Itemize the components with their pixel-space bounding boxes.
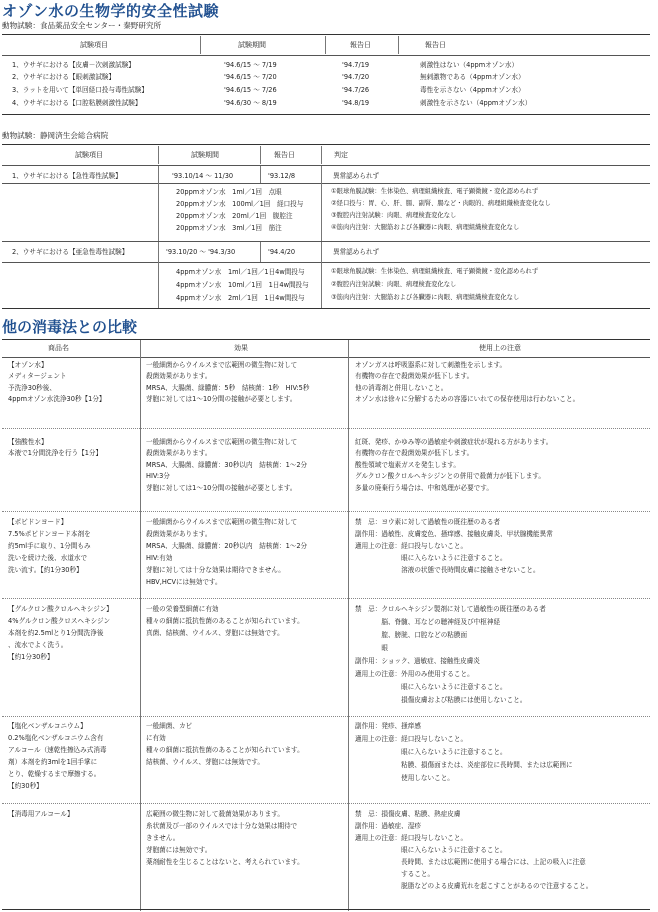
table-cell-text: 紅斑、発疹、かゆみ等の過敏症や刺激症状が現れる方があります。 xyxy=(355,438,553,446)
table-cell-text: アルコール（速乾性擦込み式消毒 xyxy=(8,746,107,754)
table-cell-text: 刺激性はない（4ppmオゾン水） xyxy=(420,61,519,69)
table-cell-text: 【強酸性水】 xyxy=(8,438,48,446)
table-cell-text: 2、ウサギにおける【眼刺激試験】 xyxy=(12,73,116,81)
table-cell-text: '94.6/15 ～ 7/19 xyxy=(224,61,277,69)
table-cell-text: 本液で1分間洗浄を行う【1分】 xyxy=(8,449,103,457)
finding-item: ②経口投与：胃、心、肝、腸、副腎、腸など・肉眼的、病理組織検査変化なし xyxy=(331,200,551,207)
section2-label: 動物試験：静岡済生会総合病院 xyxy=(2,131,109,140)
table-cell-text: 膣、膀胱、口腔などの粘膜面 xyxy=(355,631,468,639)
table-cell-text: 一般細菌からウイルスまで広範囲の微生物に対して xyxy=(146,518,298,526)
table-cell-text: 適用上の注意：経口投与しないこと。 xyxy=(355,735,468,743)
table-cell-text: 1、ウサギにおける【皮膚－次刺激試験】 xyxy=(12,61,135,69)
table-cell-text: 禁 忌：ヨウ素に対して過敏性の既往歴のある者 xyxy=(355,518,501,526)
table-cell-text: すること。 xyxy=(355,870,435,878)
table-cell-text: 広範囲の微生物に対して殺菌効果があります。 xyxy=(146,810,284,818)
table-cell-text: HIV:3分 xyxy=(146,472,170,480)
finding-item: ③筋肉内注射：大腿筋および各臓器に肉眼、病理組織検査変化なし xyxy=(331,294,520,301)
table-cell-text: 適用上の注意：外用のみ使用すること。 xyxy=(355,670,474,678)
table-cell-text: 有機物の存在で殺菌効果が低下します。 xyxy=(355,449,474,457)
table-cell-text: MRSA、大腸菌、緑膿菌：30秒以内 結核菌：1～2分 xyxy=(146,461,308,469)
dose-item: 20ppmオゾン水 3ml／1回 筋注 xyxy=(176,224,282,232)
table-cell-text: 洗いを続けた後、水道水で xyxy=(8,554,88,562)
table-cell-text: 結核菌、ウイルス、芽胞には無効です。 xyxy=(146,758,264,766)
table-cell-text: 【オゾン水】 xyxy=(8,361,48,369)
table-cell-text: 種々の細菌に抵抗性菌のあることが知られています。 xyxy=(146,617,304,625)
table-cell-text: 他の消毒剤と併用しないこと。 xyxy=(355,384,448,392)
table-cell-text: 【グルクロン酸クロルヘキシジン】 xyxy=(8,605,113,613)
table-cell-text: 一般細菌からウイルスまで広範囲の微生物に対して xyxy=(146,438,298,446)
table-cell-text: 異常認められず xyxy=(333,248,380,256)
table1-header-item: 試験項目 xyxy=(80,41,108,49)
table-cell-text: 脱脂などのよる皮膚荒れを起こすことがあるので注意すること。 xyxy=(355,882,593,890)
table-cell-text: 4%グルクロン酸クロスヘキシジン xyxy=(8,617,111,625)
table-cell-text: 予洗浄30秒後、 xyxy=(8,384,56,392)
table-cell-text: 損傷皮膚および粘膜には使用しないこと。 xyxy=(355,696,527,704)
table-cell-text: 薬剤耐性を生じることはないと、考えられています。 xyxy=(146,858,304,866)
table-cell-text: 芽胞に対しては1～10分間の接触が必要とします。 xyxy=(146,395,297,403)
table-cell-text: 刺激性を示さない（4ppmオゾン水） xyxy=(420,99,532,107)
table3-header-effect: 効果 xyxy=(234,344,248,352)
table-cell-text: 適用上の注意：経口投与しないこと。 xyxy=(355,834,468,842)
table-cell-text: 殺菌効果があります。 xyxy=(146,530,212,538)
table-cell-text: 有機物の存在で殺菌効果が低下します。 xyxy=(355,372,474,380)
section1-label: 動物試験：食品薬品安全センター・秦野研究所 xyxy=(2,21,162,30)
table-cell-text: 使用しないこと。 xyxy=(355,774,454,782)
table-cell-text: 2、ウサギにおける【亜急性毒性試験】 xyxy=(12,248,129,256)
table-cell-text: '94.6/30 ～ 8/19 xyxy=(224,99,277,107)
dose-item: 4ppmオゾン水 10ml／1回 1日4w間投与 xyxy=(176,281,309,289)
table-cell-text: 芽胞に対しては1～10分間の接触が必要とします。 xyxy=(146,484,297,492)
table-cell-text: 殺菌効果があります。 xyxy=(146,372,212,380)
table-cell-text: 禁 忌：クロルヘキシジン製剤に対して過敏性の既往歴のある者 xyxy=(355,605,546,613)
table-cell-text: 眼に入らないように注意すること。 xyxy=(355,846,507,854)
table-cell-text: 副作用：ショック、過敏症、接触性皮膚炎 xyxy=(355,657,480,665)
table2-header-date: 報告日 xyxy=(274,151,295,159)
table2-header-period: 試験期間 xyxy=(191,151,219,159)
page-title: オゾン水の生物学的安全性試験 xyxy=(2,2,220,20)
table-cell-text: 副作用：過敏性、皮膚変色、掻痒感、接触皮膚炎、甲状腺機能異常 xyxy=(355,530,553,538)
table1-top-rule xyxy=(2,34,650,35)
table-cell-text: 4、ウサギにおける【口腔粘膜刺激性試験】 xyxy=(12,99,142,107)
table-cell-text: 副作用：発疹、掻痒感 xyxy=(355,722,421,730)
table1-bottom-rule xyxy=(2,114,650,115)
table2-bottom-rule xyxy=(2,308,650,309)
finding-item: ③腹腔内注射試験：肉眼、病理検査変化なし xyxy=(331,212,457,219)
table-cell-text: 多量の廃棄行う場合は、中和処理が必要です。 xyxy=(355,484,493,492)
table-cell-text: '94.7/20 xyxy=(342,73,370,81)
table-cell-text: 【ポビドンヨード】 xyxy=(8,518,68,526)
table-cell-text: 剤）本剤を約3mlを1回手掌に xyxy=(8,758,98,766)
table-cell-text: 眼に入らないように注意すること。 xyxy=(355,748,507,756)
table-cell-text: グルクロン酸クロルヘキシジンとの併用で殺菌力が低下します。 xyxy=(355,472,545,480)
table-cell-text: 一般の栄養型細菌に有効 xyxy=(146,605,219,613)
dose-item: 4ppmオゾン水 2ml／1回 1日4w間投与 xyxy=(176,294,305,302)
table-cell-text: 適用上の注意：経口投与しないこと。 xyxy=(355,542,468,550)
finding-item: ④筋肉内注射：大腿筋および各臓器に肉眼、病理組織検査変化なし xyxy=(331,224,520,231)
table-cell-text: 芽胞菌には無効です。 xyxy=(146,846,212,854)
table-cell-text: 4ppmオゾン水洗浄30秒【1分】 xyxy=(8,395,106,403)
table-cell-text: '94.7/26 xyxy=(342,86,370,94)
table-cell-text: オゾンガスは呼吸器系に対して刺激性を示します。 xyxy=(355,361,507,369)
table-cell-text: きません。 xyxy=(146,834,180,842)
table-cell-text: MRSA、大腸菌、緑膿菌：5秒 結核菌：1秒 HIV:5秒 xyxy=(146,384,310,392)
table-cell-text: 【約1分30秒】 xyxy=(8,653,54,661)
table-cell-text: '93.10/14 ～ 11/30 xyxy=(172,172,234,180)
dose-item: 20ppmオゾン水 20ml／1回 腹腔注 xyxy=(176,212,293,220)
finding-item: ②腹腔内注射試験：肉眼、病理検査変化なし xyxy=(331,281,457,288)
table-cell-text: 種々の細菌に抵抗性菌のあることが知られています。 xyxy=(146,746,304,754)
table2-top-rule xyxy=(2,144,650,145)
table-cell-text: 禁 忌：損傷皮膚、粘膜、熱症皮膚 xyxy=(355,810,461,818)
table-cell-text: 1、ウサギにおける【急性毒性試験】 xyxy=(12,172,122,180)
table-cell-text: 芽胞に対しては十分な効果は期待できません。 xyxy=(146,566,285,574)
table3-top-rule xyxy=(2,339,650,340)
table-cell-text: 本剤を約2.5mlとり1分間洗浄後 xyxy=(8,629,104,637)
finding-item: ①眼球角膜試験：生体染色、病理組織検査、電子顕微鏡・変化認められず xyxy=(331,188,539,195)
table1-header-result: 報告日 xyxy=(425,41,446,49)
table-cell-text: 0.2%塩化ベンザルコニウム含有 xyxy=(8,734,104,742)
table3-bottom-rule xyxy=(2,909,650,910)
table-cell-text: 眼に入らないように注意すること。 xyxy=(355,554,507,562)
table-cell-text: 毒性を示さない（4ppmオゾン水） xyxy=(420,86,525,94)
table-cell-text: '94.7/19 xyxy=(342,61,370,69)
table2-header-item: 試験項目 xyxy=(75,151,103,159)
table-cell-text: 一般細菌、カビ xyxy=(146,722,193,730)
table-cell-text: 眼に入らないように注意すること。 xyxy=(355,683,507,691)
table-cell-text: メディタージェント xyxy=(8,372,67,380)
table-cell-text: 真菌、結核菌、ウイルス、芽胞には無効です。 xyxy=(146,629,284,637)
table-cell-text: 殺菌効果があります。 xyxy=(146,449,212,457)
table-cell-text: '93.12/8 xyxy=(268,172,296,180)
finding-item: ①眼球角膜試験：生体染色、病理組織検査、電子顕微鏡・変化認められず xyxy=(331,268,539,275)
table-cell-text: '94.8/19 xyxy=(342,99,370,107)
section3-title: 他の消毒法との比較 xyxy=(2,318,138,336)
table-cell-text: 、流水でよく洗う。 xyxy=(8,641,68,649)
table1-header-date: 報告日 xyxy=(350,41,371,49)
table-cell-text: 溶液の状態で長時間皮膚に接触させないこと。 xyxy=(355,566,540,574)
table-cell-text: オゾン水は徐々に分解するための容器にいれての保存使用は行わないこと。 xyxy=(355,395,580,403)
table-cell-text: 酸性領域で塩素ガスを発生します。 xyxy=(355,461,460,469)
table-cell-text: 長時間、または広範囲に使用する場合には、上記の吸入に注意 xyxy=(355,858,586,866)
table-cell-text: 糸状菌及び一部のウイルスでは十分な効果は期待で xyxy=(146,822,298,830)
dose-item: 4ppmオゾン水 1ml／1回／1日4w間投与 xyxy=(176,268,305,276)
table-cell-text: 異常認められず xyxy=(333,172,380,180)
table-cell-text: 洗い流す。【約1分30秒】 xyxy=(8,566,83,574)
table-cell-text: 【消毒用アルコール】 xyxy=(8,810,74,818)
table-cell-text: 脳、脊髄、耳などの聴神経及び中枢神経 xyxy=(355,618,501,626)
table-cell-text: '94.4/20 xyxy=(268,248,296,256)
table-cell-text: HBV,HCVには無効です。 xyxy=(146,578,222,586)
table-cell-text: とり、乾燥するまで摩擦する。 xyxy=(8,770,101,778)
table3-header-name: 商品名 xyxy=(48,344,69,352)
table-cell-text: '93.10/20 ～ '94.3/30 xyxy=(166,248,236,256)
table-cell-text: 7.5%ポビドンヨード本剤を xyxy=(8,530,91,538)
dose-item: 20ppmオゾン水 1ml／1回 点眼 xyxy=(176,188,282,196)
dose-item: 20ppmオゾン水 100ml／1回 経口投与 xyxy=(176,200,304,208)
table-cell-text: 眼 xyxy=(355,644,388,652)
table2-header-result: 判定 xyxy=(334,151,348,159)
table-cell-text: に有効 xyxy=(146,734,166,742)
table-cell-text: 粘膜、損傷面または、炎症部位に長時間、または広範囲に xyxy=(355,761,573,769)
table3-header-caution: 使用上の注意 xyxy=(479,344,521,352)
table-cell-text: 一般細菌からウイルスまで広範囲の微生物に対して xyxy=(146,361,298,369)
table-cell-text: 無刺激物である（4ppmオゾン水） xyxy=(420,73,525,81)
table-cell-text: 3、ラットを用いて【単回経口投与毒性試験】 xyxy=(12,86,148,94)
table-cell-text: '94.6/15 ～ 7/26 xyxy=(224,86,277,94)
table-cell-text: 副作用：過敏症、湿疹 xyxy=(355,822,421,830)
table1-header-period: 試験期間 xyxy=(238,41,266,49)
table-cell-text: 約5ml手に取り、1分間もみ xyxy=(8,542,91,550)
table-cell-text: '94.6/15 ～ 7/20 xyxy=(224,73,277,81)
table-cell-text: 【約30秒】 xyxy=(8,782,43,790)
table-cell-text: HIV:有効 xyxy=(146,554,173,562)
table-cell-text: MRSA、大腸菌、緑膿菌：20秒以内 結核菌：1～2分 xyxy=(146,542,308,550)
table-cell-text: 【塩化ベンザルコニウム】 xyxy=(8,722,87,730)
